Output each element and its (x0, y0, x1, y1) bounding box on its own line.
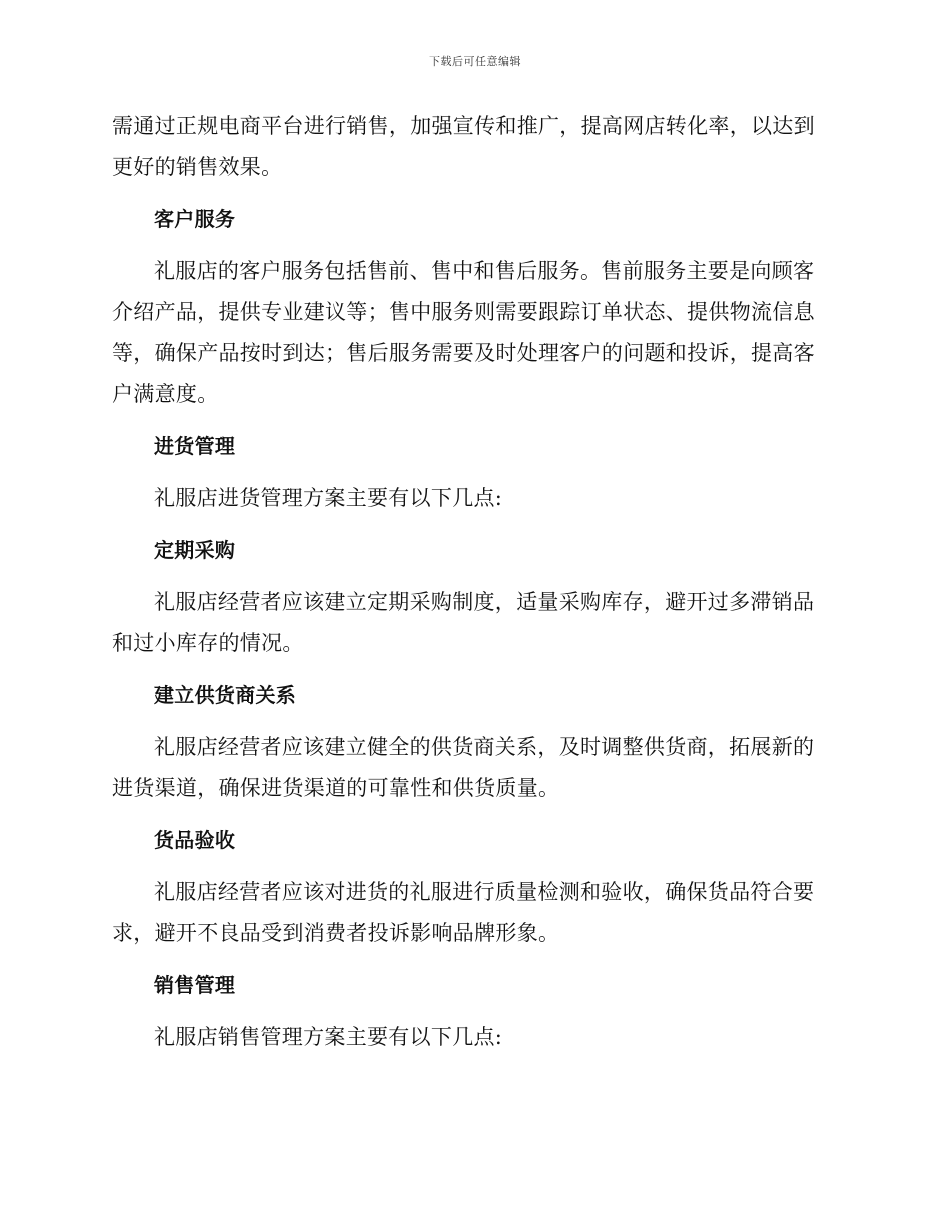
paragraph-sales-intro: 礼服店销售管理方案主要有以下几点: (154, 1025, 503, 1049)
heading-customer-service: 客户服务 (154, 207, 236, 231)
paragraph-goods-inspection: 礼服店经营者应该对进货的礼服进行质量检测和验收，确保货品符合要求，避开不良品受到消费者投诉影响品牌形象。 (112, 880, 815, 945)
paragraph-ecommerce-continuation: 需通过正规电商平台进行销售，加强宣传和推广，提高网店转化率，以达到更好的销售效果。 (112, 114, 815, 179)
paragraph-purchasing-intro: 礼服店进货管理方案主要有以下几点: (154, 486, 503, 510)
paragraph-supplier-relationship: 礼服店经营者应该建立健全的供货商关系，及时调整供货商，拓展新的进货渠道，确保进货渠道的可靠性和供货质量。 (112, 735, 815, 800)
document-body (112, 106, 832, 1069)
heading-purchasing-management: 进货管理 (154, 434, 236, 458)
heading-regular-procurement: 定期采购 (154, 538, 236, 562)
heading-sales-management: 销售管理 (154, 973, 236, 997)
heading-goods-inspection: 货品验收 (154, 828, 236, 852)
paragraph-customer-service: 礼服店的客户服务包括售前、售中和售后服务。售前服务主要是向顾客介绍产品，提供专业建议等；售中服务则需要跟踪订单状态、提供物流信息等，确保产品按时到达；售后服务需要及时处理客户的问题和投诉，提高客户满意度。 (112, 259, 815, 406)
paragraph-regular-procurement: 礼服店经营者应该建立定期采购制度，适量采购库存，避开过多滞销品和过小库存的情况。 (112, 590, 815, 655)
heading-supplier-relationship: 建立供货商关系 (154, 683, 297, 707)
page-header: 下载后可任意编辑 (429, 55, 521, 68)
